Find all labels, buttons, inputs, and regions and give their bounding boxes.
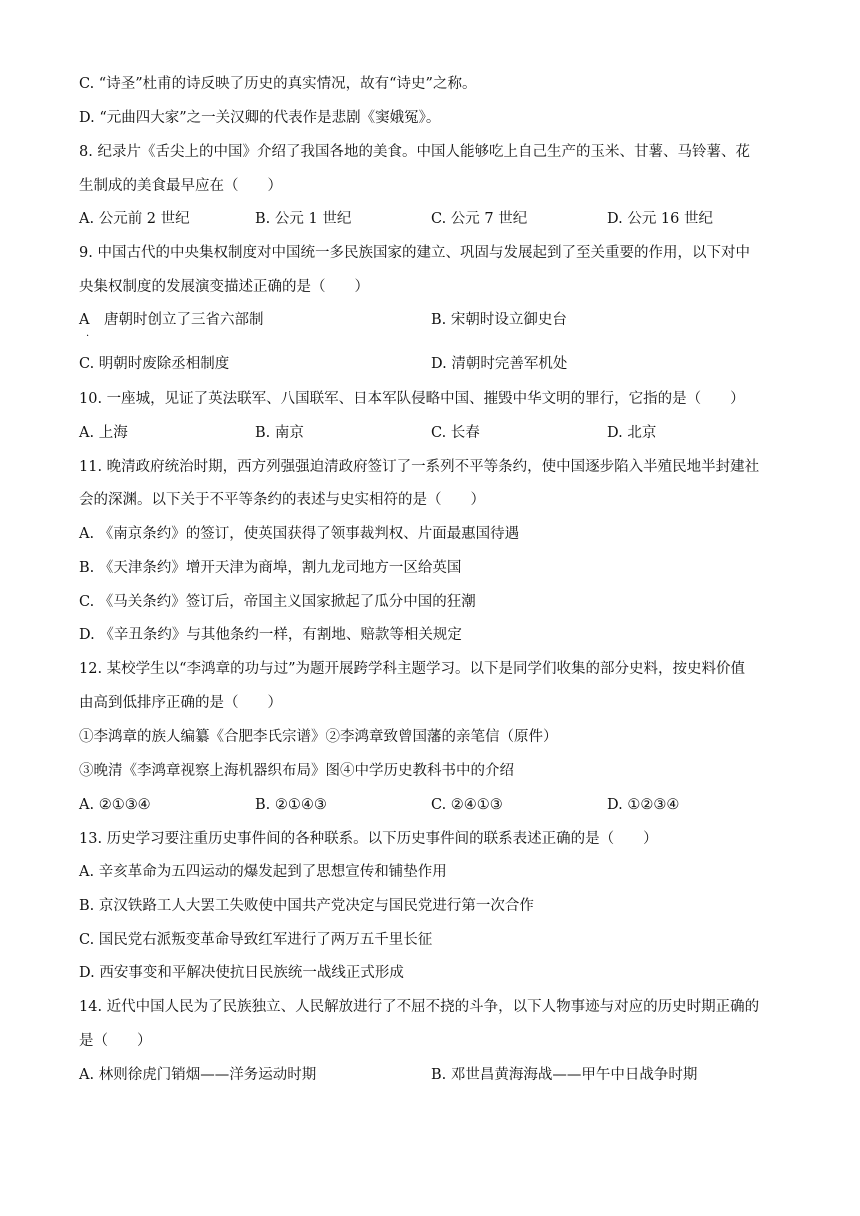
emphasis-dot: · [86,331,90,342]
q11-option-c: C. 《马关条约》签订后，帝国主义国家掀起了瓜分中国的狂潮 [79,594,476,610]
q10-stem: 10. 一座城，见证了英法联军、八国联军、日本军队侵略中国、摧毁中华文明的罪行，它指的是（ ） [79,391,745,407]
q11-option-a: A. 《南京条约》的签订，使英国获得了领事裁判权、片面最惠国待遇 [79,526,520,542]
q9-stem-line2: 央集权制度的发展演变描述正确的是（ ） [79,279,369,295]
q8-stem-line2: 生制成的美食最早应在（ ） [79,178,282,194]
q10-option-b: B. 南京 [255,425,304,441]
q9-stem-line1: 9. 中国古代的中央集权制度对中国统一多民族国家的建立、巩固与发展起到了至关重要的作用，以下对中 [79,245,750,261]
q10-option-c: C. 长春 [431,425,480,441]
q9-option-c: C. 明朝时废除丞相制度 [79,356,230,372]
q8-option-d: D. 公元 16 世纪 [607,211,713,227]
q12-option-d: D. ①②③④ [607,797,680,813]
q12-option-a: A. ②①③④ [79,797,151,813]
q14-option-b: B. 邓世昌黄海海战——甲午中日战争时期 [431,1067,698,1083]
q9-option-d: D. 清朝时完善军机处 [431,356,568,372]
q10-option-d: D. 北京 [607,425,657,441]
q14-stem-line2: 是（ ） [79,1033,152,1049]
q13-option-d: D. 西安事变和平解决使抗日民族统一战线正式形成 [79,965,404,981]
q8-stem-line1: 8. 纪录片《舌尖上的中国》介绍了我国各地的美食。中国人能够吃上自己生产的玉米、甘薯、马铃薯、花 [79,144,750,160]
q12-sources-line2: ③晚清《李鸿章视察上海机器织布局》图④中学历史教科书中的介绍 [79,763,514,779]
q11-stem-line2: 会的深渊。以下关于不平等条约的表述与史实相符的是（ ） [79,492,485,508]
q13-option-a: A. 辛亥革命为五四运动的爆发起到了思想宣传和铺垫作用 [79,864,447,880]
q8-option-b: B. 公元 1 世纪 [255,211,352,227]
q12-option-b: B. ②①④③ [255,797,327,813]
q7-option-d: D. “元曲四大家”之一关汉卿的代表作是悲剧《窦娥冤》。 [79,110,441,126]
q8-option-a: A. 公元前 2 世纪 [79,211,190,227]
q7-option-c: C. “诗圣”杜甫的诗反映了历史的真实情况，故有“诗史”之称。 [79,76,477,92]
q11-option-d: D. 《辛丑条约》与其他条约一样，有割地、赔款等相关规定 [79,627,462,643]
q12-stem-line2: 由高到低排序正确的是（ ） [79,695,282,711]
q12-stem-line1: 12. 某校学生以“李鸿章的功与过”为题开展跨学科主题学习。以下是同学们收集的部分史料，按史料价值 [79,661,745,677]
q9-option-a: A 唐朝时创立了三省六部制 [79,312,264,328]
q9-option-b: B. 宋朝时设立御史台 [431,312,567,328]
q11-option-b: B. 《天津条约》增开天津为商埠，割九龙司地方一区给英国 [79,560,462,576]
q13-option-c: C. 国民党右派叛变革命导致红军进行了两万五千里长征 [79,932,433,948]
q13-stem: 13. 历史学习要注重历史事件间的各种联系。以下历史事件间的联系表述正确的是（ ） [79,831,658,847]
q12-option-c: C. ②④①③ [431,797,503,813]
q10-option-a: A. 上海 [79,425,128,441]
q8-option-c: C. 公元 7 世纪 [431,211,528,227]
q11-stem-line1: 11. 晚清政府统治时期，西方列强强迫清政府签订了一系列不平等条约，使中国逐步陷入半殖民地半封建社 [79,459,760,475]
q12-sources-line1: ①李鸿章的族人编纂《合肥李氏宗谱》②李鸿章致曾国藩的亲笔信（原件） [79,729,558,745]
q14-stem-line1: 14. 近代中国人民为了民族独立、人民解放进行了不屈不挠的斗争，以下人物事迹与对应的历史时期正确的 [79,999,760,1015]
q13-option-b: B. 京汉铁路工人大罢工失败使中国共产党决定与国民党进行第一次合作 [79,898,534,914]
q14-option-a: A. 林则徐虎门销烟——洋务运动时期 [79,1067,317,1083]
